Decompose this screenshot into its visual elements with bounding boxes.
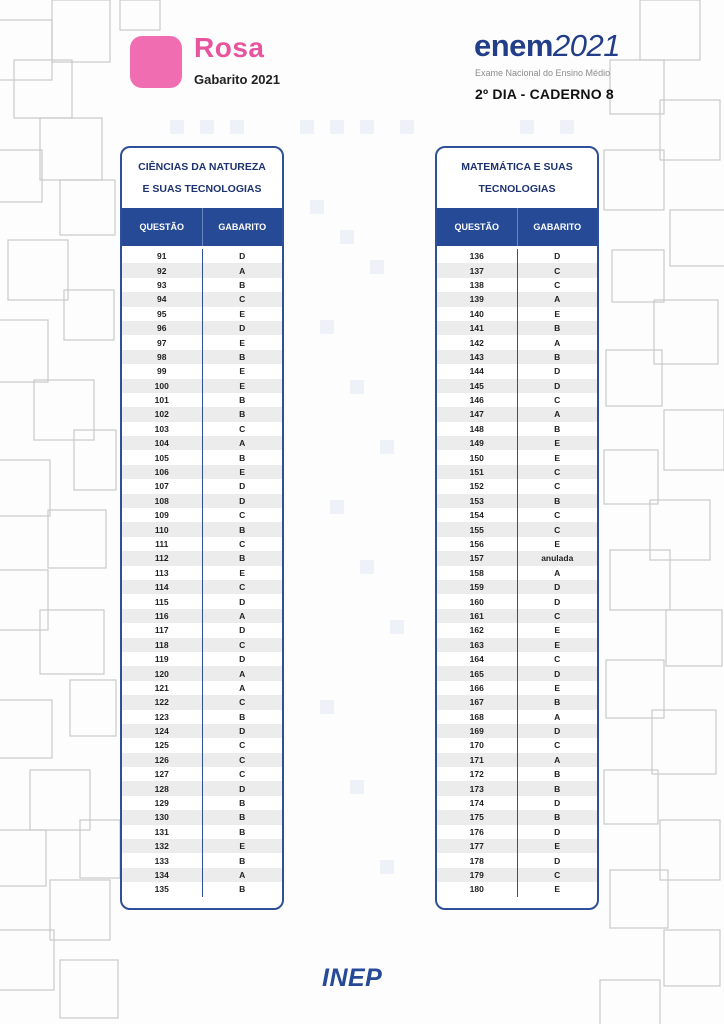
- answer-letter: C: [517, 263, 598, 277]
- table-row: [437, 738, 597, 752]
- answer-letter: E: [517, 307, 598, 321]
- table-row: [122, 350, 282, 364]
- question-number: 92: [157, 265, 167, 276]
- table-row: [437, 379, 597, 393]
- question-number: 100: [154, 380, 169, 391]
- answer-letter: A: [202, 609, 283, 623]
- answer-letter: B: [202, 450, 283, 464]
- table-row: [437, 868, 597, 882]
- question-number: 149: [469, 438, 484, 449]
- table-row: [122, 278, 282, 292]
- question-number: 157: [469, 553, 484, 564]
- question-number: 153: [469, 495, 484, 506]
- table-row: [122, 681, 282, 695]
- answer-letter: B: [517, 695, 598, 709]
- table-row: [437, 594, 597, 608]
- answer-letter: B: [202, 810, 283, 824]
- answer-letter: A: [202, 666, 283, 680]
- answer-letter: anulada: [517, 551, 598, 565]
- answer-letter: B: [202, 853, 283, 867]
- question-number: 118: [154, 639, 169, 650]
- question-number: 105: [154, 452, 169, 463]
- table-row: [122, 666, 282, 680]
- table-row: [122, 753, 282, 767]
- question-number: 171: [469, 754, 484, 765]
- answer-letter: E: [517, 450, 598, 464]
- question-number: 167: [469, 697, 484, 708]
- question-number: 147: [469, 409, 484, 420]
- table-title: [437, 148, 597, 208]
- answer-letter: D: [517, 580, 598, 594]
- answer-letter: E: [202, 465, 283, 479]
- question-number: 125: [154, 740, 169, 751]
- table-row: [437, 695, 597, 709]
- table-row: [122, 321, 282, 335]
- enem-subtitle: Exame Nacional do Ensino Médio: [475, 68, 611, 78]
- answer-letter: B: [202, 882, 283, 896]
- question-number: 155: [469, 524, 484, 535]
- table-row: [122, 810, 282, 824]
- answer-letter: D: [517, 594, 598, 608]
- answer-letter: A: [202, 868, 283, 882]
- question-number: 173: [469, 783, 484, 794]
- day-booklet-label: 2º DIA - CADERNO 8: [475, 86, 614, 102]
- table-row: [122, 450, 282, 464]
- answer-letter: A: [517, 407, 598, 421]
- answer-letter: B: [517, 321, 598, 335]
- question-number: 132: [154, 841, 169, 852]
- answer-letter: C: [202, 537, 283, 551]
- question-number: 122: [154, 697, 169, 708]
- table-row: [122, 465, 282, 479]
- answer-letter: E: [517, 882, 598, 896]
- answer-letter: D: [202, 494, 283, 508]
- column-header-answer: GABARITO: [202, 208, 283, 246]
- question-number: 134: [154, 869, 169, 880]
- table-body: [437, 246, 597, 897]
- question-number: 166: [469, 682, 484, 693]
- answer-letter: C: [517, 278, 598, 292]
- question-number: 138: [469, 279, 484, 290]
- question-number: 106: [154, 467, 169, 478]
- question-number: 172: [469, 769, 484, 780]
- answer-letter: B: [202, 796, 283, 810]
- question-number: 114: [154, 582, 169, 593]
- question-number: 104: [154, 438, 169, 449]
- enem-logo: [474, 28, 620, 64]
- answer-letter: A: [517, 753, 598, 767]
- answer-letter: D: [517, 724, 598, 738]
- answer-letter: B: [517, 781, 598, 795]
- answer-letter: B: [202, 522, 283, 536]
- question-number: 111: [155, 539, 169, 549]
- answer-letter: B: [202, 825, 283, 839]
- table-row: [122, 609, 282, 623]
- question-number: 115: [154, 596, 169, 607]
- column-header-answer: GABARITO: [517, 208, 598, 246]
- answer-letter: D: [202, 249, 283, 263]
- question-number: 176: [469, 826, 484, 837]
- table-row: [437, 623, 597, 637]
- question-number: 135: [154, 884, 169, 895]
- question-number: 139: [469, 294, 484, 305]
- question-number: 148: [469, 423, 484, 434]
- table-row: [437, 537, 597, 551]
- answer-letter: A: [517, 566, 598, 580]
- answer-letter: C: [202, 508, 283, 522]
- table-row: [122, 710, 282, 724]
- table-row: [437, 796, 597, 810]
- question-number: 131: [154, 826, 169, 837]
- table-row: [437, 292, 597, 306]
- question-number: 180: [469, 884, 484, 895]
- answer-letter: D: [517, 249, 598, 263]
- table-row: [122, 249, 282, 263]
- question-number: 141: [469, 323, 484, 334]
- answer-letter: C: [517, 508, 598, 522]
- answer-letter: E: [517, 681, 598, 695]
- answer-letter: C: [517, 465, 598, 479]
- question-number: 112: [154, 553, 169, 564]
- column-header-question: QUESTÃO: [139, 222, 184, 232]
- answer-letter: A: [202, 436, 283, 450]
- answer-letter: C: [517, 522, 598, 536]
- answer-letter: B: [202, 407, 283, 421]
- table-title-line-2: TECNOLOGIAS: [478, 183, 556, 195]
- table-row: [122, 839, 282, 853]
- answer-letter: C: [202, 753, 283, 767]
- question-number: 110: [154, 524, 169, 535]
- question-number: 174: [469, 798, 484, 809]
- question-number: 140: [469, 308, 484, 319]
- question-number: 144: [469, 366, 484, 377]
- question-number: 123: [154, 711, 169, 722]
- table-row: [122, 638, 282, 652]
- table-row: [437, 781, 597, 795]
- question-number: 107: [154, 481, 169, 492]
- table-row: [122, 422, 282, 436]
- table-row: [122, 436, 282, 450]
- question-number: 178: [469, 855, 484, 866]
- answer-letter: E: [517, 638, 598, 652]
- table-row: [122, 407, 282, 421]
- question-number: 128: [154, 783, 169, 794]
- question-number: 126: [154, 754, 169, 765]
- table-row: [122, 508, 282, 522]
- question-number: 159: [469, 582, 484, 593]
- table-row: [437, 753, 597, 767]
- answer-letter: C: [517, 479, 598, 493]
- question-number: 162: [469, 625, 484, 636]
- table-row: [437, 652, 597, 666]
- question-number: 152: [469, 481, 484, 492]
- answer-letter: B: [202, 393, 283, 407]
- mathematics-answer-table: [435, 146, 599, 910]
- answer-letter: C: [202, 767, 283, 781]
- question-number: 136: [469, 251, 484, 262]
- answer-letter: E: [202, 335, 283, 349]
- question-number: 130: [154, 812, 169, 823]
- question-number: 93: [157, 279, 167, 290]
- table-row: [437, 249, 597, 263]
- answer-letter: A: [517, 292, 598, 306]
- table-row: [122, 623, 282, 637]
- inep-logo: INEP: [322, 964, 383, 992]
- table-row: [437, 335, 597, 349]
- answer-letter: C: [517, 652, 598, 666]
- answer-letter: D: [517, 379, 598, 393]
- question-number: 179: [469, 869, 484, 880]
- table-row: [437, 278, 597, 292]
- question-number: 143: [469, 351, 484, 362]
- table-row: [122, 479, 282, 493]
- answer-letter: E: [202, 839, 283, 853]
- table-row: [122, 522, 282, 536]
- table-row: [437, 364, 597, 378]
- table-row: [122, 551, 282, 565]
- answer-letter: B: [202, 350, 283, 364]
- question-number: 160: [469, 596, 484, 607]
- table-row: [437, 825, 597, 839]
- table-title-line-1: CIÊNCIAS DA NATUREZA: [138, 161, 266, 173]
- answer-letter: D: [517, 853, 598, 867]
- table-header: [437, 208, 597, 246]
- answer-letter: C: [517, 393, 598, 407]
- table-row: [122, 767, 282, 781]
- question-number: 142: [469, 337, 484, 348]
- table-row: [122, 724, 282, 738]
- table-row: [437, 810, 597, 824]
- answer-letter: B: [517, 810, 598, 824]
- answer-letter: E: [202, 379, 283, 393]
- table-row: [437, 508, 597, 522]
- question-number: 99: [157, 366, 167, 377]
- table-row: [437, 551, 597, 565]
- answer-letter: E: [202, 307, 283, 321]
- table-row: [437, 307, 597, 321]
- question-number: 120: [154, 668, 169, 679]
- question-number: 95: [157, 308, 167, 319]
- table-row: [437, 422, 597, 436]
- table-row: [122, 825, 282, 839]
- pink-color-badge: [130, 36, 182, 88]
- table-row: [437, 566, 597, 580]
- table-row: [122, 364, 282, 378]
- answer-letter: A: [202, 681, 283, 695]
- table-row: [122, 494, 282, 508]
- question-number: 168: [469, 711, 484, 722]
- answer-letter: C: [202, 738, 283, 752]
- answer-letter: D: [202, 652, 283, 666]
- table-row: [122, 594, 282, 608]
- table-row: [122, 566, 282, 580]
- answer-letter: D: [202, 321, 283, 335]
- answer-letter: C: [517, 738, 598, 752]
- answer-letter: C: [202, 292, 283, 306]
- answer-letter: E: [517, 436, 598, 450]
- answer-letter: D: [517, 364, 598, 378]
- answer-letter: B: [202, 278, 283, 292]
- answer-letter: B: [517, 422, 598, 436]
- table-row: [437, 609, 597, 623]
- table-row: [122, 292, 282, 306]
- question-number: 156: [469, 539, 484, 549]
- answer-letter: B: [202, 710, 283, 724]
- question-number: 161: [469, 610, 484, 621]
- answer-letter: D: [202, 594, 283, 608]
- table-title-line-2: E SUAS TECNOLOGIAS: [142, 183, 262, 195]
- answer-letter: A: [517, 710, 598, 724]
- table-row: [437, 522, 597, 536]
- answer-letter: E: [202, 364, 283, 378]
- answer-letter: E: [202, 566, 283, 580]
- table-row: [122, 652, 282, 666]
- table-row: [122, 393, 282, 407]
- answer-letter: C: [202, 580, 283, 594]
- table-row: [122, 580, 282, 594]
- table-row: [437, 479, 597, 493]
- table-row: [437, 767, 597, 781]
- question-number: 158: [469, 567, 484, 578]
- question-number: 113: [154, 567, 169, 578]
- table-row: [437, 724, 597, 738]
- table-row: [122, 537, 282, 551]
- table-row: [437, 681, 597, 695]
- question-number: 154: [469, 510, 484, 521]
- answer-letter: B: [517, 494, 598, 508]
- table-row: [437, 853, 597, 867]
- answer-letter: C: [202, 422, 283, 436]
- question-number: 98: [157, 351, 167, 362]
- table-row: [437, 393, 597, 407]
- question-number: 133: [154, 855, 169, 866]
- answer-letter: D: [517, 796, 598, 810]
- question-number: 109: [154, 510, 169, 521]
- table-row: [437, 350, 597, 364]
- enem-year: 2021: [552, 28, 620, 63]
- table-title: [122, 148, 282, 208]
- question-number: 94: [157, 294, 167, 305]
- table-row: [437, 882, 597, 896]
- question-number: 146: [469, 395, 484, 406]
- question-number: 177: [469, 841, 484, 852]
- table-row: [122, 738, 282, 752]
- table-title-line-1: MATEMÁTICA E SUAS: [461, 161, 573, 173]
- question-number: 117: [154, 625, 169, 636]
- question-number: 101: [154, 395, 169, 406]
- table-row: [437, 450, 597, 464]
- table-row: [437, 494, 597, 508]
- table-row: [437, 666, 597, 680]
- table-body: [122, 246, 282, 897]
- table-row: [122, 307, 282, 321]
- answer-letter: C: [517, 868, 598, 882]
- table-row: [437, 465, 597, 479]
- question-number: 108: [154, 495, 169, 506]
- question-number: 97: [157, 337, 167, 348]
- table-row: [122, 781, 282, 795]
- table-row: [122, 853, 282, 867]
- question-number: 116: [154, 610, 169, 621]
- question-number: 103: [154, 423, 169, 434]
- column-header-question: QUESTÃO: [454, 222, 499, 232]
- question-number: 129: [154, 798, 169, 809]
- answer-letter: E: [517, 839, 598, 853]
- table-header: [122, 208, 282, 246]
- gabarito-year-label: Gabarito 2021: [194, 72, 280, 87]
- booklet-color-name: Rosa: [194, 32, 265, 63]
- answer-letter: B: [202, 551, 283, 565]
- answer-letter: B: [517, 767, 598, 781]
- answer-letter: D: [517, 825, 598, 839]
- enem-wordmark: enem: [474, 28, 553, 63]
- question-number: 145: [469, 380, 484, 391]
- answer-letter: C: [517, 609, 598, 623]
- question-number: 175: [469, 812, 484, 823]
- question-number: 163: [469, 639, 484, 650]
- question-number: 170: [469, 740, 484, 751]
- answer-letter: D: [202, 623, 283, 637]
- table-row: [437, 710, 597, 724]
- question-number: 165: [469, 668, 484, 679]
- answer-letter: D: [202, 724, 283, 738]
- table-row: [437, 263, 597, 277]
- question-number: 137: [469, 265, 484, 276]
- table-row: [122, 868, 282, 882]
- table-row: [437, 436, 597, 450]
- question-number: 124: [154, 726, 169, 737]
- table-row: [437, 321, 597, 335]
- table-row: [122, 796, 282, 810]
- answer-letter: D: [202, 781, 283, 795]
- table-row: [437, 638, 597, 652]
- question-number: 164: [469, 654, 484, 665]
- question-number: 96: [157, 323, 167, 334]
- answer-letter: E: [517, 623, 598, 637]
- answer-letter: D: [517, 666, 598, 680]
- answer-letter: C: [202, 638, 283, 652]
- table-row: [122, 263, 282, 277]
- answer-letter: C: [202, 695, 283, 709]
- table-row: [437, 407, 597, 421]
- answer-letter: D: [202, 479, 283, 493]
- question-number: 102: [154, 409, 169, 420]
- table-row: [437, 839, 597, 853]
- question-number: 127: [154, 769, 169, 780]
- table-row: [437, 580, 597, 594]
- question-number: 91: [157, 251, 167, 262]
- question-number: 151: [469, 467, 484, 478]
- question-number: 169: [469, 726, 484, 737]
- question-number: 150: [469, 452, 484, 463]
- answer-letter: B: [517, 350, 598, 364]
- question-number: 121: [154, 682, 169, 693]
- table-row: [122, 379, 282, 393]
- table-row: [122, 695, 282, 709]
- answer-letter: E: [517, 537, 598, 551]
- answer-letter: A: [202, 263, 283, 277]
- table-row: [122, 882, 282, 896]
- table-row: [122, 335, 282, 349]
- question-number: 119: [154, 654, 169, 665]
- natural-sciences-answer-table: [120, 146, 284, 910]
- answer-letter: A: [517, 335, 598, 349]
